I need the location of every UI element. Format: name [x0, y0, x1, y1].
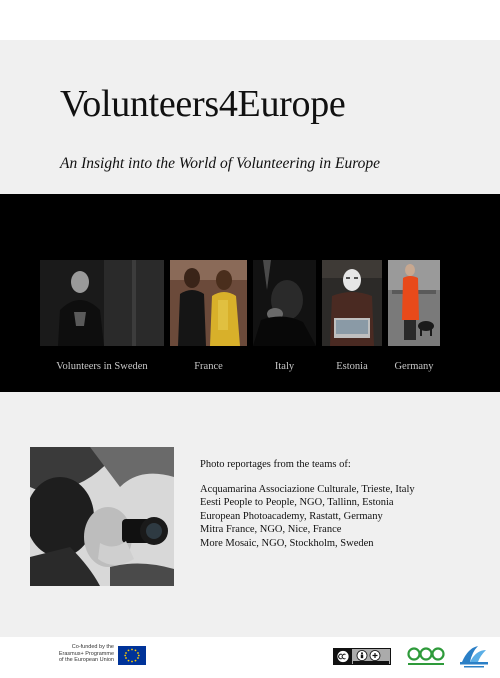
photo-sweden — [40, 260, 164, 346]
open-school-logo — [456, 642, 492, 670]
caption-estonia: Estonia — [336, 361, 368, 372]
document-page — [0, 40, 500, 678]
reportages-list — [200, 458, 415, 550]
reportages-intro: Photo reportages from the teams of: — [200, 459, 351, 470]
team-item: Acquamarina Associazione Culturale, Trieste, Italy — [200, 483, 415, 495]
eu-funding-statement — [54, 644, 114, 664]
caption-france: France — [194, 361, 223, 372]
team-item: More Mosaic, NGO, Stockholm, Sweden — [200, 537, 374, 549]
eu-flag-icon — [118, 646, 146, 665]
creative-commons-by-nc-badge — [333, 648, 391, 665]
photo-strip — [0, 194, 500, 392]
photo-germany — [388, 260, 440, 346]
eu-funding-line: of the European Union — [58, 657, 114, 663]
photo-estonia — [322, 260, 382, 346]
photo-france — [170, 260, 247, 346]
photo-italy — [253, 260, 316, 346]
oer-logo — [406, 646, 446, 668]
photographer-photo — [30, 447, 174, 586]
document-subtitle: An Insight into the World of Volunteering in Europe — [60, 155, 381, 172]
caption-sweden: Volunteers in Sweden — [56, 361, 148, 372]
caption-germany: Germany — [394, 361, 434, 372]
document-title: Volunteers4Europe — [60, 83, 346, 125]
eu-funding-line: Co-funded by the — [71, 644, 114, 650]
team-item: European Photoacademy, Rastatt, Germany — [200, 510, 383, 522]
eu-funding-line: Erasmus+ Programme — [58, 650, 114, 657]
team-item: Eesti People to People, NGO, Tallinn, Estonia — [200, 497, 394, 508]
caption-italy: Italy — [274, 361, 295, 372]
team-item: Mitra France, NGO, Nice, France — [200, 524, 342, 535]
footer — [0, 637, 500, 678]
